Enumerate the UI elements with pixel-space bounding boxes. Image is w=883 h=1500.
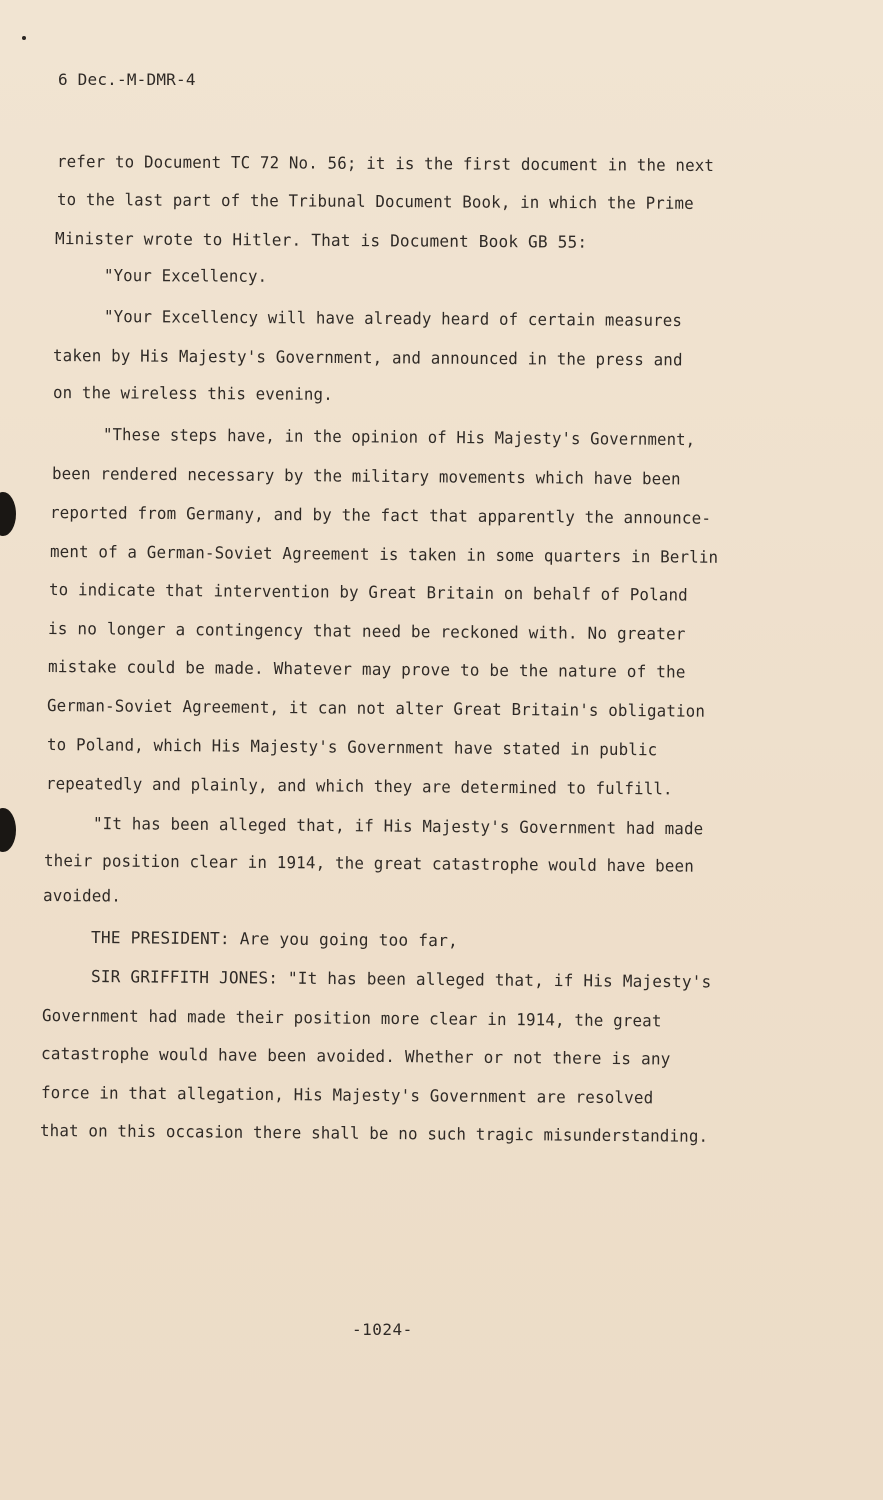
text-line: Government had made their position more clear in 1914, the great bbox=[41, 1006, 662, 1031]
text-line: to the last part of the Tribunal Document Book, in which the Prime bbox=[56, 190, 694, 213]
text-line: "It has been alleged that, if His Majesty's Government had made bbox=[92, 814, 704, 839]
text-line: ment of a German-Soviet Agreement is taken in some quarters in Berlin bbox=[49, 542, 719, 567]
text-line: their position clear in 1914, the great catastrophe would have been bbox=[43, 851, 695, 876]
text-line: been rendered necessary by the military movements which have been bbox=[51, 464, 681, 489]
text-line: to indicate that intervention by Great Britain on behalf of Poland bbox=[48, 580, 688, 605]
text-line: catastrophe would have been avoided. Whether or not there is any bbox=[40, 1044, 671, 1069]
text-line: "Your Excellency. bbox=[103, 266, 268, 286]
text-line: SIR GRIFFITH JONES: "It has been alleged that, if His Majesty's bbox=[90, 967, 712, 992]
text-line: to Poland, which His Majesty's Government have stated in public bbox=[46, 735, 658, 760]
text-line: is no longer a contingency that need be reckoned with. No greater bbox=[47, 619, 686, 644]
text-line: on the wireless this evening. bbox=[52, 383, 333, 404]
text-line: refer to Document TC 72 No. 56; it is the first document in the next bbox=[56, 152, 715, 176]
page-number: -1024- bbox=[352, 1320, 413, 1339]
text-line: Minister wrote to Hitler. That is Document Book GB 55: bbox=[54, 229, 588, 252]
text-line: taken by His Majesty's Government, and announced in the press and bbox=[52, 346, 683, 370]
text-line: "Your Excellency will have already heard of certain measures bbox=[103, 307, 683, 331]
text-line: THE PRESIDENT: Are you going too far, bbox=[90, 928, 459, 951]
text-line: "These steps have, in the opinion of His Majesty's Government, bbox=[102, 425, 696, 450]
text-line: that on this occasion there shall be no such tragic misunderstanding. bbox=[39, 1121, 709, 1146]
binding-hole-top bbox=[0, 492, 16, 536]
text-line: force in that allegation, His Majesty's Government are resolved bbox=[40, 1083, 654, 1108]
binding-hole-bottom bbox=[0, 808, 16, 852]
document-header-code: 6 Dec.-M-DMR-4 bbox=[58, 70, 196, 89]
text-line: German-Soviet Agreement, it can not alter Great Britain's obligation bbox=[46, 696, 706, 721]
text-line: reported from Germany, and by the fact that apparently the announce- bbox=[49, 503, 712, 528]
text-line: avoided. bbox=[42, 886, 122, 906]
ink-dot bbox=[22, 36, 26, 40]
text-line: repeatedly and plainly, and which they are determined to fulfill. bbox=[45, 774, 673, 799]
text-line: mistake could be made. Whatever may prove to be the nature of the bbox=[47, 657, 686, 682]
